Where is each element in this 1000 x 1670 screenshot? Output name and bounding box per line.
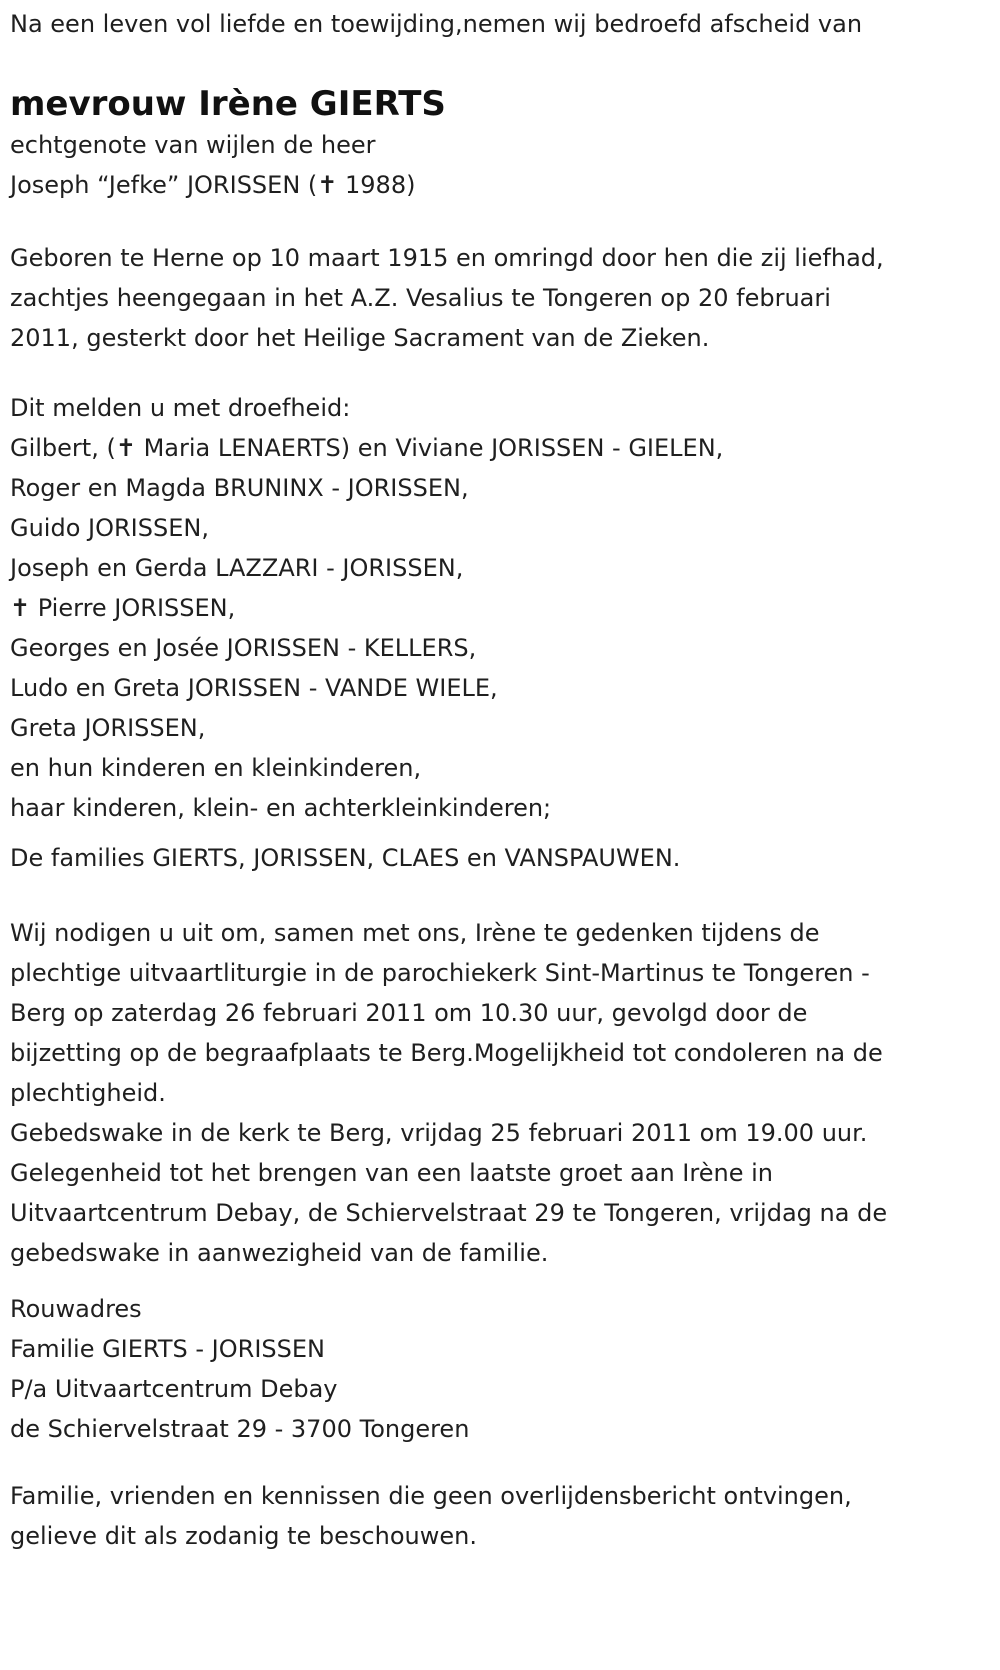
service-line: Wij nodigen u uit om, samen met ons, Irène te gedenken tijdens de (10, 919, 820, 947)
announcer-line: Gilbert, (✝ Maria LENAERTS) en Viviane JORISSEN - GIELEN, (10, 434, 724, 462)
spouse-line: echtgenote van wijlen de heer (10, 131, 376, 159)
deceased-name: mevrouw Irène GIERTS (10, 84, 446, 124)
service-line: Berg op zaterdag 26 februari 2011 om 10.30 uur, gevolgd door de (10, 999, 808, 1027)
announcer-line: Guido JORISSEN, (10, 514, 209, 542)
families-line: De families GIERTS, JORISSEN, CLAES en VANSPAUWEN. (10, 844, 681, 872)
service-section (10, 913, 887, 1273)
birth-death-line: 2011, gesterkt door het Heilige Sacrament van de Zieken. (10, 324, 710, 352)
service-line: Uitvaartcentrum Debay, de Schiervelstraat 29 te Tongeren, vrijdag na de (10, 1199, 888, 1227)
announcer-line: Greta JORISSEN, (10, 714, 206, 742)
service-line: bijzetting op de begraafplaats te Berg.Mogelijkheid tot condoleren na de (10, 1039, 883, 1067)
service-line: gebedswake in aanwezigheid van de familie. (10, 1239, 549, 1267)
service-line: Gebedswake in de kerk te Berg, vrijdag 25 februari 2011 om 19.00 uur. (10, 1119, 868, 1147)
announcer-line: ✝ Pierre JORISSEN, (10, 594, 236, 622)
announcer-line: Georges en Josée JORISSEN - KELLERS, (10, 634, 477, 662)
announcer-line: Roger en Magda BRUNINX - JORISSEN, (10, 474, 469, 502)
birth-death-section (10, 238, 884, 358)
service-line: Gelegenheid tot het brengen van een laatste groet aan Irène in (10, 1159, 773, 1187)
announcers-heading: Dit melden u met droefheid: (10, 394, 351, 422)
announcer-line: haar kinderen, klein- en achterkleinkinderen; (10, 794, 552, 822)
mourning-address-line: de Schiervelstraat 29 - 3700 Tongeren (10, 1415, 470, 1443)
announcers-section (10, 388, 723, 828)
announcer-line: Joseph en Gerda LAZZARI - JORISSEN, (10, 554, 464, 582)
mourning-address-line: Familie GIERTS - JORISSEN (10, 1335, 325, 1363)
mourning-address-section (10, 1289, 469, 1449)
announcer-line: en hun kinderen en kleinkinderen, (10, 754, 422, 782)
birth-death-line: Geboren te Herne op 10 maart 1915 en omringd door hen die zij liefhad, (10, 244, 884, 272)
spouse-line: Joseph “Jefke” JORISSEN (✝ 1988) (10, 171, 416, 199)
mourning-address-heading: Rouwadres (10, 1295, 142, 1323)
closing-line: gelieve dit als zodanig te beschouwen. (10, 1522, 477, 1550)
announcer-line: Ludo en Greta JORISSEN - VANDE WIELE, (10, 674, 498, 702)
service-line: plechtige uitvaartliturgie in de parochiekerk Sint-Martinus te Tongeren - (10, 959, 870, 987)
service-line: plechtigheid. (10, 1079, 166, 1107)
birth-death-line: zachtjes heengegaan in het A.Z. Vesalius te Tongeren op 20 februari (10, 284, 831, 312)
intro-text: Na een leven vol liefde en toewijding,nemen wij bedroefd afscheid van (10, 10, 863, 38)
closing-line: Familie, vrienden en kennissen die geen overlijdensbericht ontvingen, (10, 1482, 852, 1510)
closing-section (10, 1476, 852, 1556)
spouse-section (10, 125, 415, 205)
mourning-address-line: P/a Uitvaartcentrum Debay (10, 1375, 338, 1403)
